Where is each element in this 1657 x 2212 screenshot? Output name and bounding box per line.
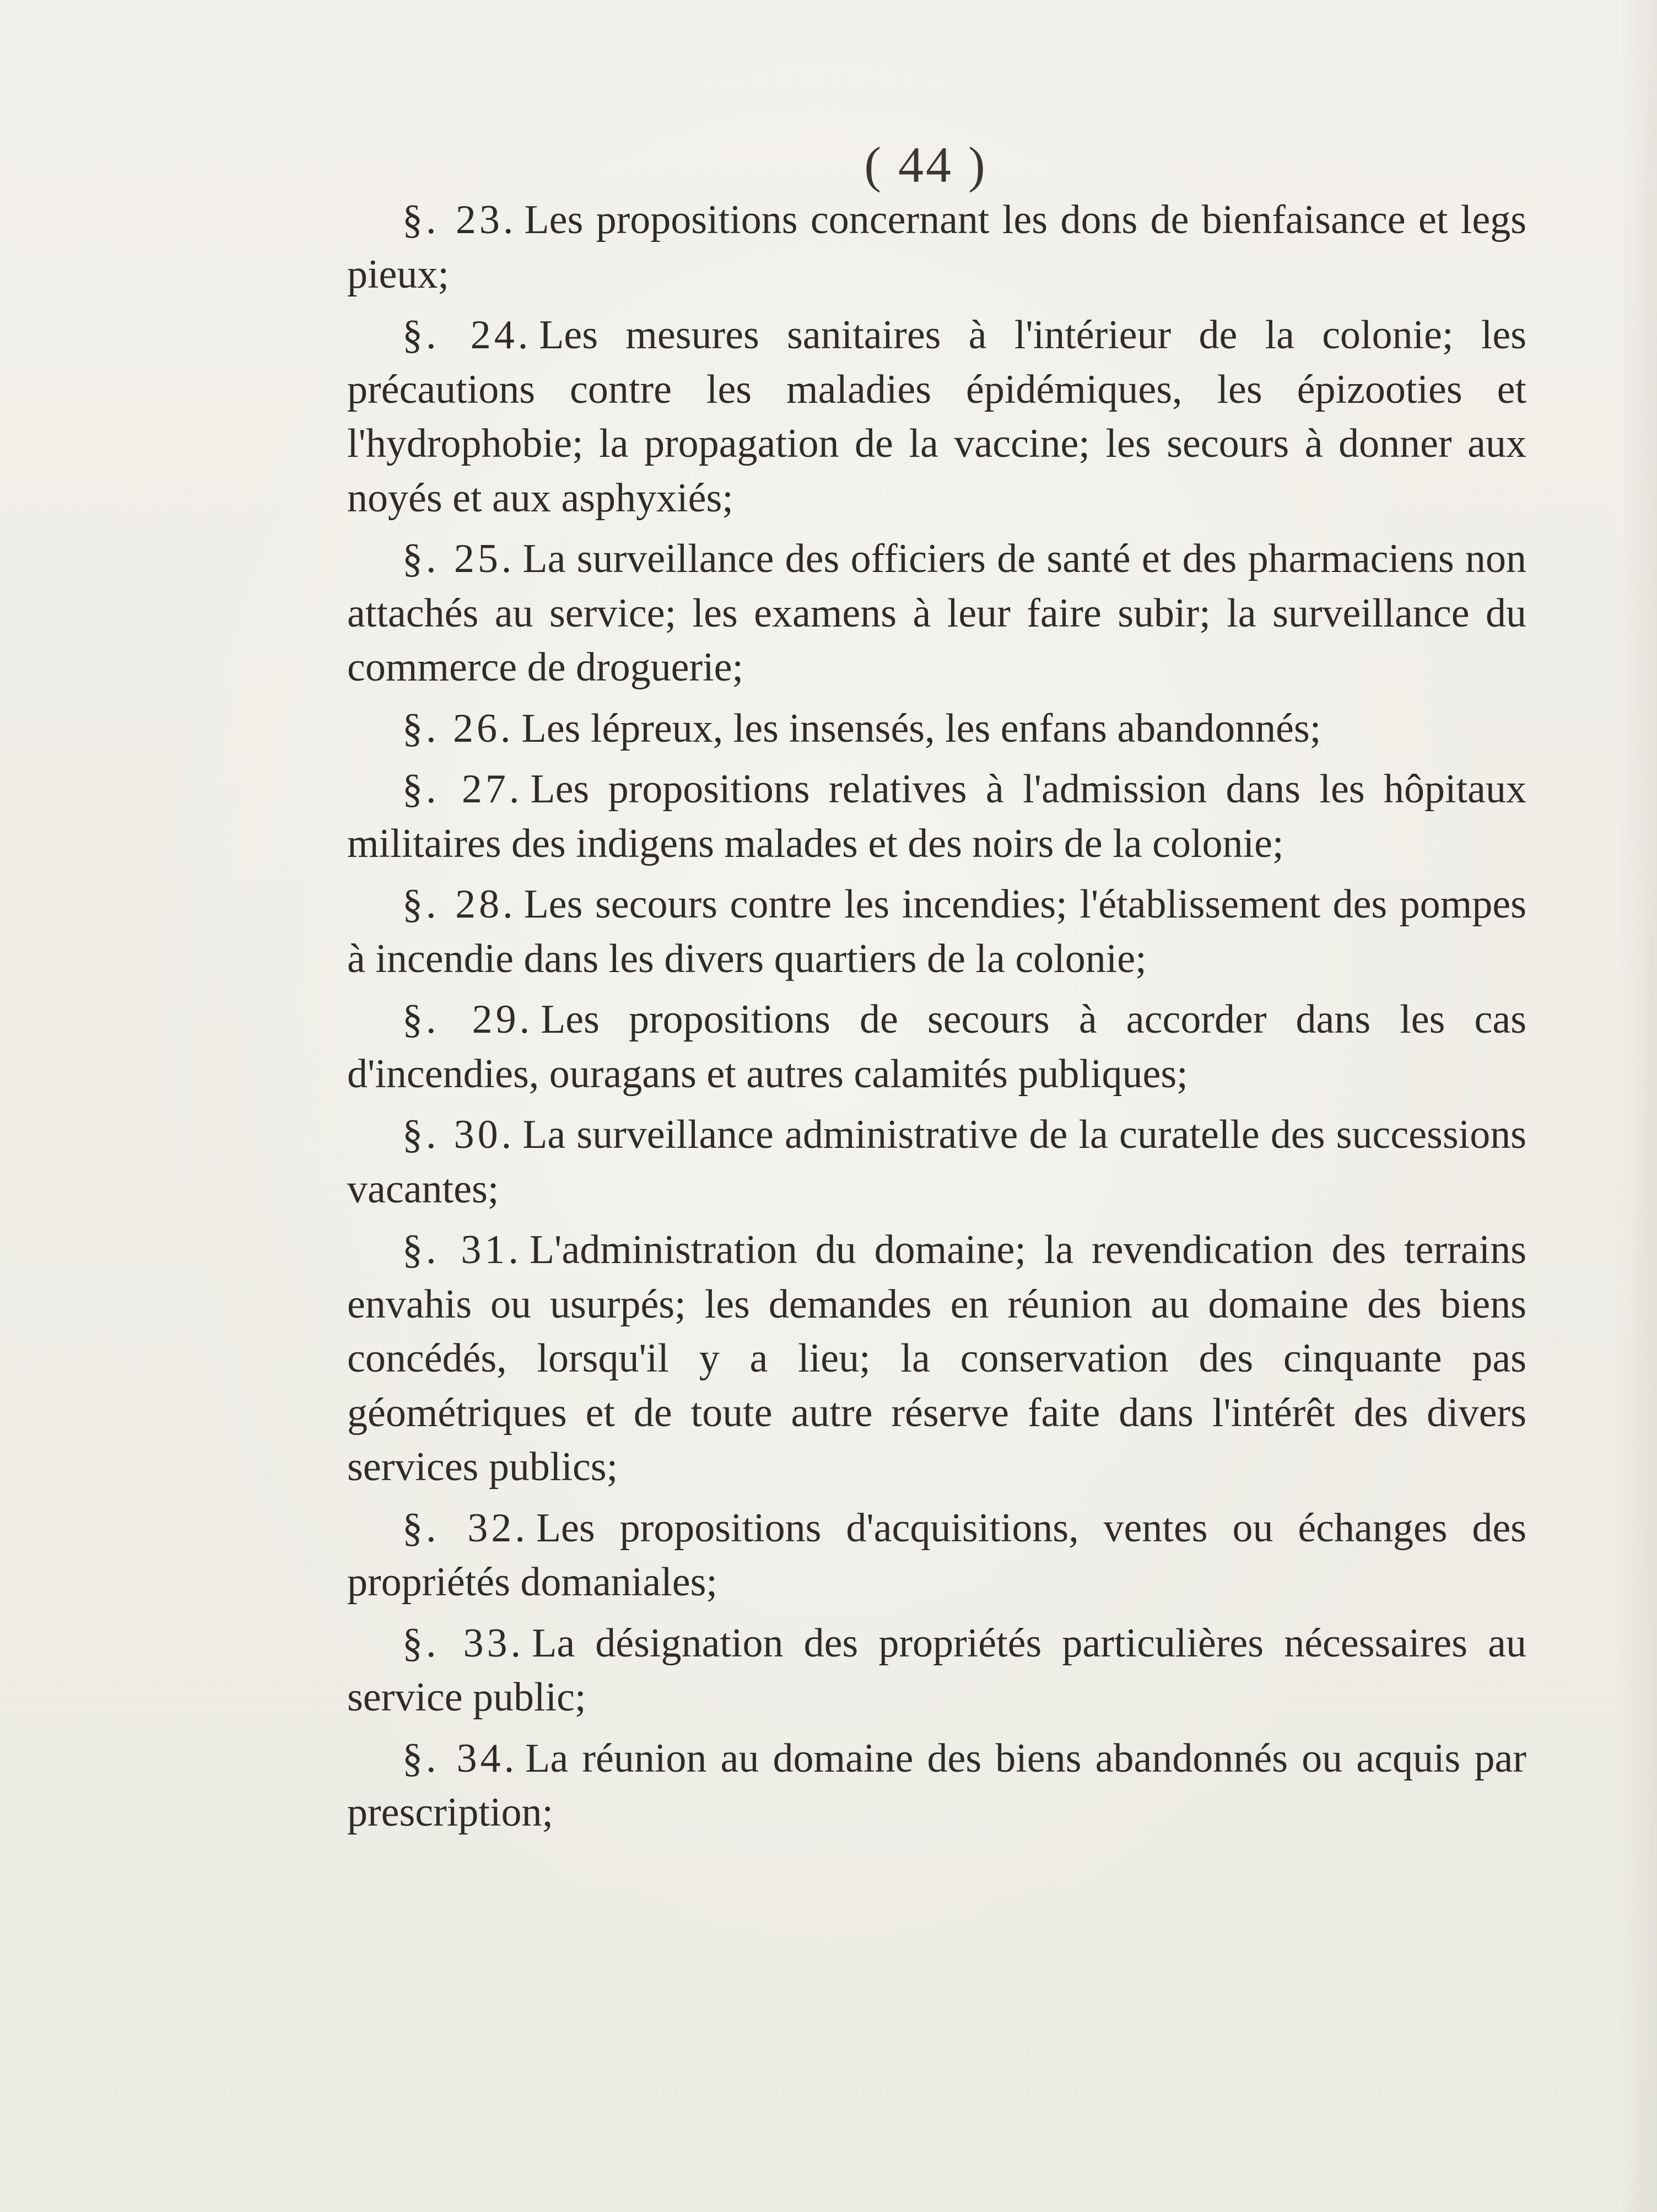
section-text: Les propositions d'acquisitions, ventes ou échanges des propriétés domaniales;: [347, 1505, 1526, 1605]
section-text: Les propositions de secours à accorder dans les cas d'incendies, ouragans et autres calamités publiques;: [347, 997, 1527, 1097]
section-paragraph-32: [347, 1501, 1526, 1610]
section-number: §. 28.: [402, 882, 516, 927]
section-text: La surveillance des officiers de santé et des pharmaciens non attachés au service; les examens à leur faire subir; la surveillance du commerce de droguerie;: [347, 536, 1526, 690]
section-paragraph-23: [347, 193, 1526, 301]
section-text: Les mesures sanitaires à l'intérieur de la colonie; les précautions contre les maladies épidémiques, les épizooties et l'hydrophobie; la propagation de la vaccine; les secours à donner aux noyés et aux asphyxiés;: [347, 312, 1527, 521]
section-text: Les secours contre les incendies; l'établissement des pompes à incendie dans les divers quartiers de la colonie;: [347, 882, 1526, 981]
show-through-mark: [744, 1890, 810, 1907]
section-number: §. 29.: [402, 997, 533, 1042]
section-paragraph-25: [347, 532, 1526, 695]
page-edge-shadow: [1618, 0, 1657, 2212]
section-paragraph-27: [347, 762, 1526, 871]
section-text: Les propositions relatives à l'admission dans les hôpitaux militaires des indigens malades et des noirs de la colonie;: [347, 767, 1526, 866]
section-paragraph-24: [347, 308, 1526, 525]
section-text: La surveillance administrative de la curatelle des successions vacantes;: [347, 1112, 1526, 1212]
section-paragraph-28: [347, 877, 1526, 986]
section-paragraph-29: [347, 992, 1526, 1101]
section-text: L'administration du domaine; la revendication des terrains envahis ou usurpés; les demandes en réunion au domaine des biens concédés, lorsqu'il y a lieu; la conservation des cinquante pas géométriques et de toute autre réserve faite dans l'intérêt des divers services publics;: [347, 1227, 1527, 1490]
section-paragraph-34: [347, 1731, 1526, 1840]
section-number: §. 30.: [402, 1112, 515, 1157]
section-number: §. 33.: [402, 1620, 525, 1666]
section-paragraph-26: [347, 702, 1526, 756]
page-number: ( 44 ): [864, 137, 987, 193]
section-number: §. 25.: [402, 536, 515, 581]
section-paragraph-31: [347, 1223, 1526, 1495]
section-text: Les propositions concernant les dons de bienfaisance et legs pieux;: [347, 197, 1527, 297]
section-number: §. 32.: [402, 1505, 528, 1551]
section-number: §. 34.: [402, 1735, 518, 1781]
section-number: §. 27.: [402, 767, 523, 812]
section-paragraph-30: [347, 1108, 1526, 1216]
section-number: §. 26.: [402, 705, 514, 751]
section-paragraph-33: [347, 1616, 1526, 1725]
section-text: Les lépreux, les insensés, les enfans abandonnés;: [521, 705, 1321, 751]
section-text: La désignation des propriétés particulières nécessaires au service public;: [347, 1620, 1526, 1720]
body-text: [347, 193, 1526, 1847]
section-number: §. 31.: [402, 1227, 522, 1272]
section-number: §. 24.: [402, 312, 532, 358]
section-number: §. 23.: [402, 197, 517, 242]
section-text: La réunion au domaine des biens abandonnés ou acquis par prescription;: [347, 1735, 1526, 1835]
